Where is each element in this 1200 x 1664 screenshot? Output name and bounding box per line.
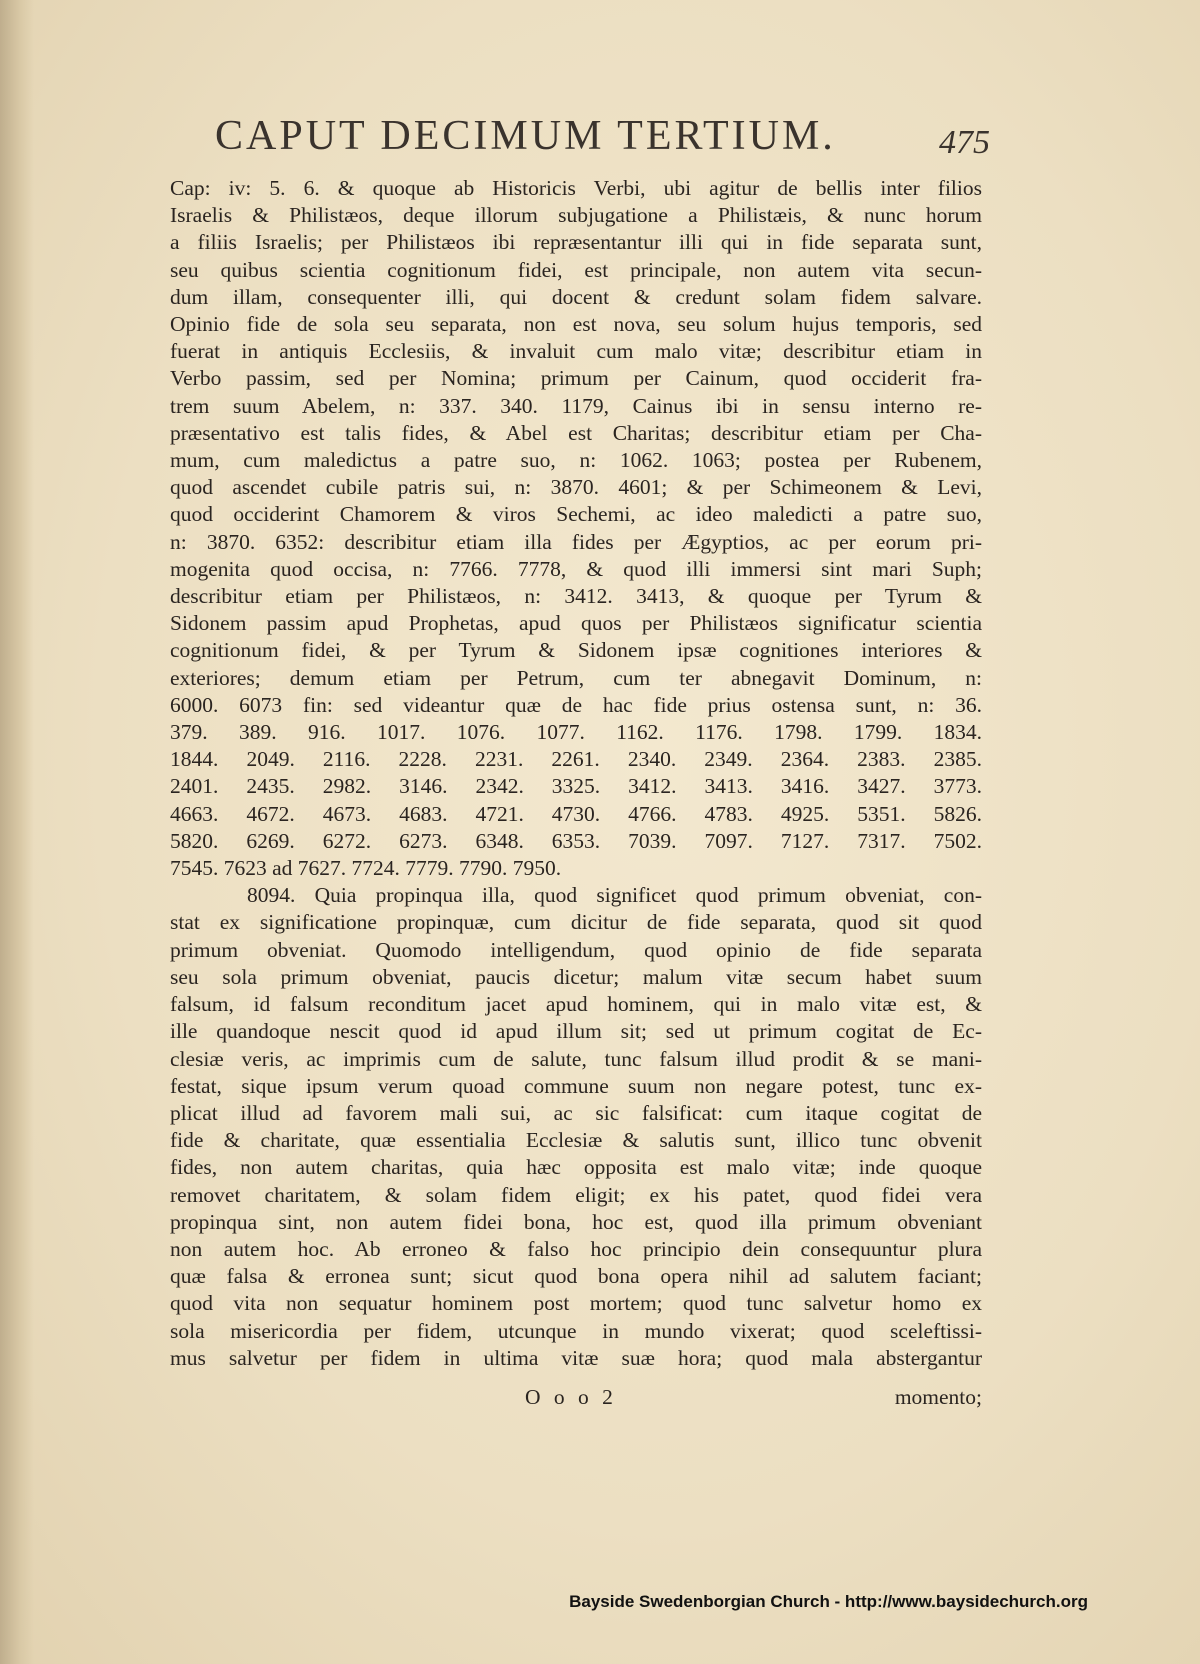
text-line: seu sola primum obveniat, paucis dicetur; malum vitæ secum habet suum	[170, 964, 982, 989]
text-line: seu quibus scientia cognitionum fidei, est principale, non autem vita secun-	[170, 257, 982, 282]
running-header	[170, 112, 990, 172]
text-line: quod occiderint Chamorem & viros Sechemi, ac ideo maledicti a patre suo,	[170, 502, 982, 527]
text-line: mum, cum maledictus a patre suo, n: 1062. 1063; postea per Rubenem,	[170, 448, 982, 473]
text-line: fide & charitate, quæ essentialia Ecclesiæ & salutis sunt, illico tunc obvenit	[170, 1128, 982, 1153]
text-line: Sidonem passim apud Prophetas, apud quos per Philistæos significatur scientia	[170, 611, 982, 636]
book-spine-shadow	[0, 0, 34, 1664]
text-line: primum obveniat. Quomodo intelligendum, quod opinio de fide separata	[170, 937, 982, 962]
signature-mark: O o o 2	[525, 1385, 617, 1409]
text-line: exteriores; demum etiam per Petrum, cum ter abnegavit Dominum, n:	[170, 665, 982, 690]
text-line: a filiis Israelis; per Philistæos ibi repræsentantur illi qui in fide separata sunt,	[170, 230, 982, 255]
text-line: Cap: iv: 5. 6. & quoque ab Historicis Verbi, ubi agitur de bellis inter filios	[170, 176, 982, 200]
text-line: ille quandoque nescit quod id apud illum sit; sed ut primum cogitat de Ec-	[170, 1019, 982, 1044]
page-number: 475	[939, 124, 990, 161]
text-line: removet charitatem, & solam fidem eligit; ex his patet, quod fidei vera	[170, 1182, 982, 1207]
text-line: 8094. Quia propinqua illa, quod significet quod primum obveniat, con-	[170, 883, 982, 908]
text-line: festat, sique ipsum verum quoad commune suum non negare potest, tunc ex-	[170, 1073, 982, 1098]
text-line: Opinio fide de sola seu separata, non est nova, seu solum hujus temporis, sed	[170, 312, 982, 337]
text-line: 5820. 6269. 6272. 6273. 6348. 6353. 7039. 7097. 7127. 7317. 7502.	[170, 828, 982, 853]
text-line: fuerat in antiquis Ecclesiis, & invaluit cum malo vitæ; describitur etiam in	[170, 339, 982, 364]
text-line: describitur etiam per Philistæos, n: 3412. 3413, & quoque per Tyrum &	[170, 584, 982, 609]
text-line: mus salvetur per fidem in ultima vitæ suæ hora; quod mala abstergantur	[170, 1345, 982, 1370]
page-footer	[170, 1385, 982, 1415]
text-line: non autem hoc. Ab erroneo & falso hoc principio dein consequuntur plura	[170, 1236, 982, 1261]
text-line: 6000. 6073 fin: sed videantur quæ de hac fide prius ostensa sunt, n: 36.	[170, 692, 982, 717]
text-line: stat ex significatione propinquæ, cum dicitur de fide separata, quod sit quod	[170, 910, 982, 935]
text-line: dum illam, consequenter illi, qui docent & credunt solam fidem salvare.	[170, 284, 982, 309]
body-text	[170, 175, 982, 1372]
text-line: quod vita non sequatur hominem post mortem; quod tunc salvetur homo ex	[170, 1291, 982, 1316]
text-line: quod ascendet cubile patris sui, n: 3870. 4601; & per Schimeonem & Levi,	[170, 475, 982, 500]
source-watermark: Bayside Swedenborgian Church - http://www.baysidechurch.org	[569, 1592, 1088, 1611]
text-line: cognitionum fidei, & per Tyrum & Sidonem ipsæ cognitiones interiores &	[170, 638, 982, 663]
text-line: quæ falsa & erronea sunt; sicut quod bona opera nihil ad salutem faciant;	[170, 1264, 982, 1289]
catchword: momento;	[894, 1385, 982, 1409]
text-line: propinqua sint, non autem fidei bona, hoc est, quod illa primum obveniant	[170, 1209, 982, 1234]
text-line: plicat illud ad favorem mali sui, ac sic falsificat: cum itaque cogitat de	[170, 1100, 982, 1125]
text-line: 7545. 7623 ad 7627. 7724. 7779. 7790. 7950.	[170, 856, 562, 881]
text-line: falsum, id falsum reconditum jacet apud hominem, qui in malo vitæ est, &	[170, 992, 982, 1017]
text-line: 379. 389. 916. 1017. 1076. 1077. 1162. 1176. 1798. 1799. 1834.	[170, 720, 982, 745]
text-line: mogenita quod occisa, n: 7766. 7778, & quod illi immersi sint mari Suph;	[170, 556, 982, 581]
text-line: sola misericordia per fidem, utcunque in mundo vixerat; quod sceleftissi-	[170, 1318, 982, 1343]
text-line: 2401. 2435. 2982. 3146. 2342. 3325. 3412. 3413. 3416. 3427. 3773.	[170, 774, 982, 799]
page-title: CAPUT DECIMUM TERTIUM.	[215, 113, 836, 159]
text-line: 1844. 2049. 2116. 2228. 2231. 2261. 2340. 2349. 2364. 2383. 2385.	[170, 747, 982, 772]
text-line: clesiæ veris, ac imprimis cum de salute, tunc falsum illud prodit & se mani-	[170, 1046, 982, 1071]
text-line: Verbo passim, sed per Nomina; primum per Cainum, quod occiderit fra-	[170, 366, 982, 391]
text-line: Israelis & Philistæos, deque illorum subjugatione a Philistæis, & nunc horum	[170, 203, 982, 228]
text-line: fides, non autem charitas, quia hæc opposita est malo vitæ; inde quoque	[170, 1155, 982, 1180]
text-line: 4663. 4672. 4673. 4683. 4721. 4730. 4766. 4783. 4925. 5351. 5826.	[170, 801, 982, 826]
text-line: n: 3870. 6352: describitur etiam illa fides per Ægyptios, ac per eorum pri-	[170, 529, 982, 554]
text-line: præsentativo est talis fides, & Abel est Charitas; describitur etiam per Cha-	[170, 420, 982, 445]
text-line: trem suum Abelem, n: 337. 340. 1179, Cainus ibi in sensu interno re-	[170, 393, 982, 418]
